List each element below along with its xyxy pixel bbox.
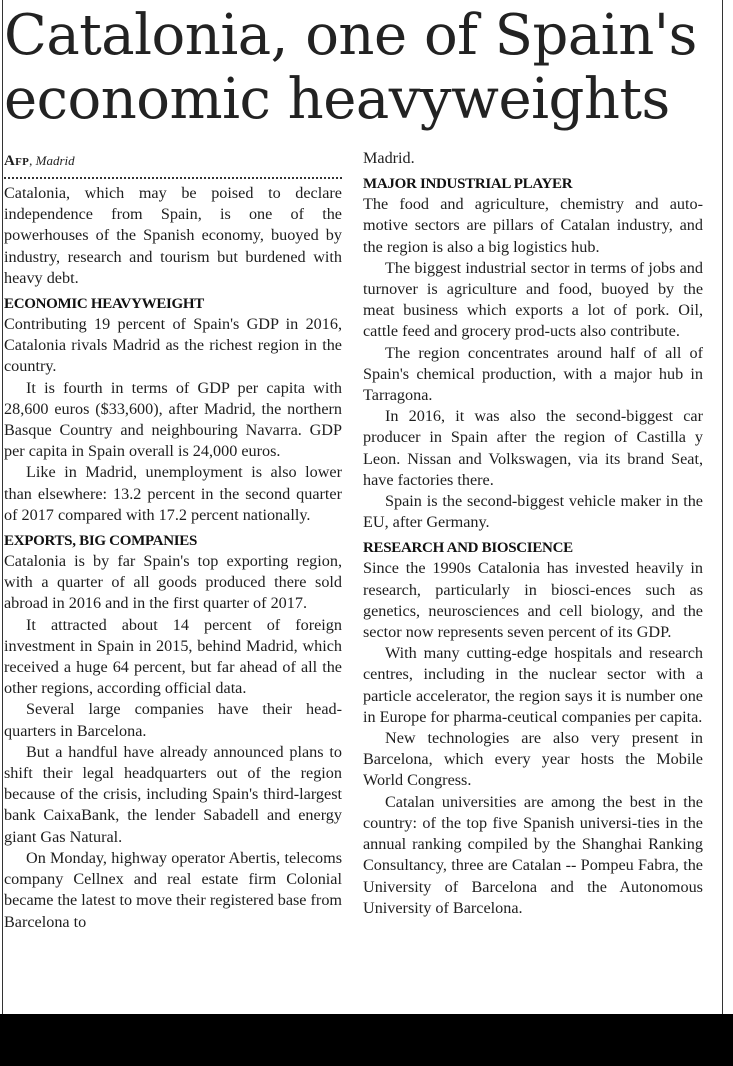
intro-paragraph: Catalonia, which may be poised to declare independence from Spain, is one of the powerhouses of the Spanish economy, buoyed by industry, research and tourism but burdened with heavy debt.	[4, 184, 342, 287]
paragraph: Catalan universities are among the best in the country: of the top five Spanish universi-ties in the annual ranking compiled by the Shanghai Ranking Consultancy, three are Catalan -- Pompeu Fabra, the University of Barcelona and the Autonomous University of Barcelona.	[363, 792, 703, 917]
paragraph: Like in Madrid, unemployment is also lower than elsewhere: 13.2 percent in the second quarter of 2017 compared with 17.2 percent nationally.	[4, 463, 342, 524]
left-border-rule	[2, 0, 3, 1014]
paragraph-continuation: Madrid.	[363, 149, 415, 167]
paragraph: But a handful have already announced plans to shift their legal headquarters out of the region because of the crisis, including Spain's third-largest bank CaixaBank, the lender Sabadell and energy giant Gas Natural.	[4, 742, 342, 846]
section-heading-industrial: MAJOR INDUSTRIAL PLAYER	[363, 176, 573, 193]
headline: Catalonia, one of Spain's economic heavyweights	[4, 3, 697, 132]
paragraph: New technologies are also very present in Barcelona, which every year hosts the Mobile World Congress.	[363, 729, 703, 790]
dotted-divider	[4, 177, 342, 179]
paragraph: The region concentrates around half of all of Spain's chemical production, with a major hub in Tarragona.	[363, 343, 703, 405]
paragraph: Since the 1990s Catalonia has invested heavily in research, particularly in biosci-ences such as genetics, neurosciences and cell biology, and the sector now represents seven percent of its GDP.	[363, 559, 703, 642]
left-column	[4, 150, 342, 933]
paragraph: With many cutting-edge hospitals and research centres, including in the nuclear sector with a particle accelerator, the region says it is number one in Europe for pharma-ceutical companies per capita.	[363, 644, 703, 726]
paragraph: The biggest industrial sector in terms of jobs and turnover is agriculture and food, buoyed by the meat business which exports a lot of pork. Oil, cattle feed and grocery prod-ucts also contribute.	[363, 258, 703, 341]
paragraph: On Monday, highway operator Abertis, telecoms company Cellnex and real estate firm Colonial became the latest to move their registered base from Barcelona to	[4, 848, 343, 931]
paragraph: Catalonia is by far Spain's top exporting region, with a quarter of all goods produced there sold abroad in 2016 and in the first quarter of 2017.	[4, 552, 342, 613]
right-column	[363, 148, 703, 919]
paragraph: It is fourth in terms of GDP per capita with 28,600 euros ($33,600), after Madrid, the northern Basque Country and neighbouring Navarra. GDP per capita in Spain overall is 24,000 euros.	[4, 378, 342, 461]
byline-agency: Afp	[4, 153, 30, 169]
paragraph: It attracted about 14 percent of foreign investment in Spain in 2015, behind Madrid, which received a huge 64 percent, but far ahead of all the other regions, according official data.	[4, 615, 342, 698]
paragraph: Several large companies have their head-quarters in Barcelona.	[4, 700, 342, 740]
paragraph: In 2016, it was also the second-biggest car producer in Spain after the region of Castilla y Leon. Nissan and Volkswagen, via its brand Seat, have factories there.	[363, 407, 703, 489]
right-border-rule	[722, 0, 723, 1014]
paragraph: Spain is the second-biggest vehicle maker in the EU, after Germany.	[363, 492, 703, 532]
byline-separator: ,	[29, 153, 33, 168]
section-heading-economic: ECONOMIC HEAVYWEIGHT	[4, 296, 205, 313]
byline-city: Madrid	[35, 153, 75, 168]
section-heading-research: RESEARCH AND BIOSCIENCE	[363, 540, 573, 557]
byline	[4, 150, 342, 172]
section-heading-exports: EXPORTS, BIG COMPANIES	[4, 533, 198, 550]
paragraph: The food and agriculture, chemistry and auto-motive sectors are pillars of Catalan industry, and the region is also a big logistics hub.	[363, 195, 703, 256]
paragraph: Contributing 19 percent of Spain's GDP in 2016, Catalonia rivals Madrid as the richest region in the country.	[4, 315, 342, 376]
